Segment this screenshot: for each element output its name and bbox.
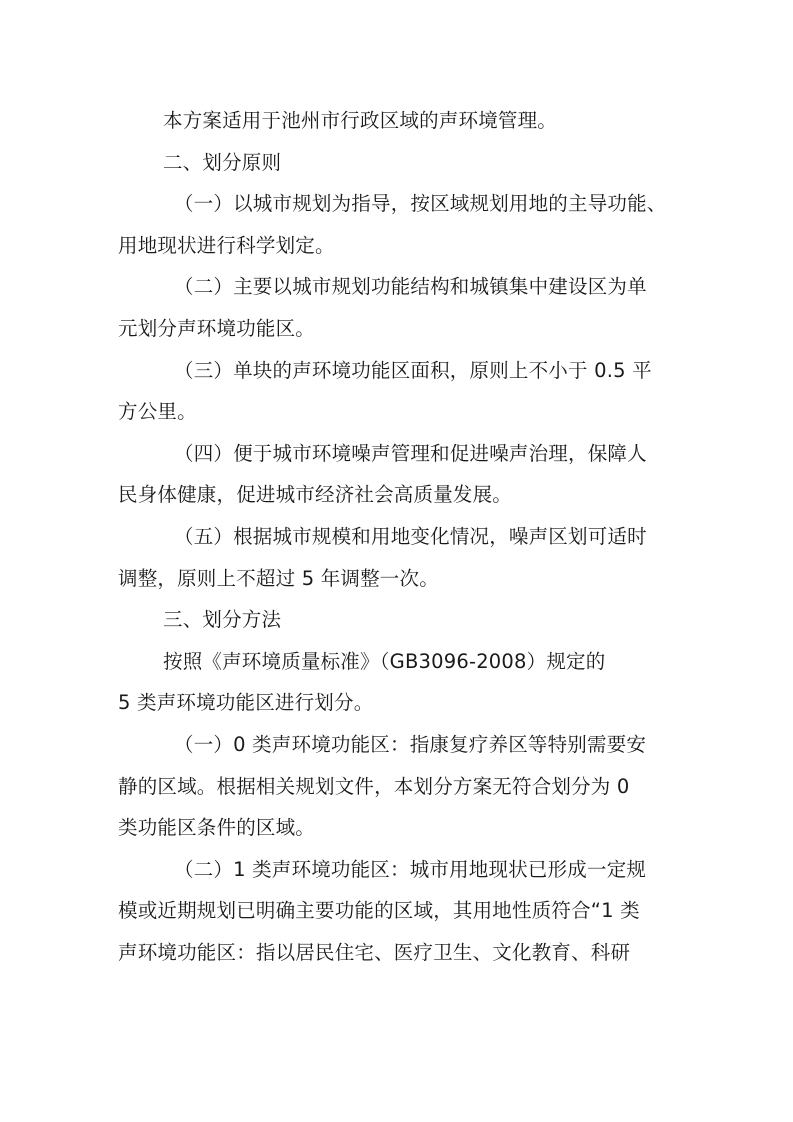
principle-5-line-1: （五）根据城市规模和用地变化情况，噪声区划可适时 (174, 524, 647, 548)
paragraph-scope: 本方案适用于池州市行政区域的声环境管理。 (163, 109, 558, 132)
principle-3-line-2: 方公里。 (118, 400, 197, 424)
section-heading-methods: 三、划分方法 (163, 608, 282, 632)
principle-2-line-1: （二）主要以城市规划功能结构和城镇集中建设区为单 (174, 275, 647, 299)
document-body (118, 100, 684, 973)
class-0-line-1: （一）0 类声环境功能区：指康复疗养区等特别需要安 (174, 732, 647, 756)
principle-4-line-2: 民身体健康，促进城市经济社会高质量发展。 (118, 483, 513, 507)
section-heading-principles: 二、划分原则 (163, 150, 282, 174)
principle-2-line-2: 元划分声环境功能区。 (118, 316, 316, 340)
class-0-line-3: 类功能区条件的区域。 (118, 816, 316, 840)
methods-intro-line-1: 按照《声环境质量标准》（GB3096-2008）规定的 (163, 649, 606, 673)
class-1-line-1: （二）1 类声环境功能区：城市用地现状已形成一定规 (174, 857, 647, 881)
class-0-line-2: 静的区域。根据相关规划文件，本划分方案无符合划分为 0 (118, 774, 630, 798)
principle-5-line-2: 调整，原则上不超过 5 年调整一次。 (118, 566, 439, 590)
class-1-line-2: 模或近期规划已明确主要功能的区域，其用地性质符合“1 类 (118, 899, 640, 923)
methods-intro-line-2: 5 类声环境功能区进行划分。 (118, 691, 374, 715)
class-1-line-3: 声环境功能区：指以居民住宅、医疗卫生、文化教育、科研 (118, 940, 631, 964)
principle-1-line-1: （一）以城市规划为指导，按区域规划用地的主导功能、 (174, 192, 667, 216)
principle-3-line-1: （三）单块的声环境功能区面积，原则上不小于 0.5 平 (174, 358, 652, 382)
principle-4-line-1: （四）便于城市环境噪声管理和促进噪声治理，保障人 (174, 441, 647, 465)
principle-1-line-2: 用地现状进行科学划定。 (118, 233, 335, 257)
